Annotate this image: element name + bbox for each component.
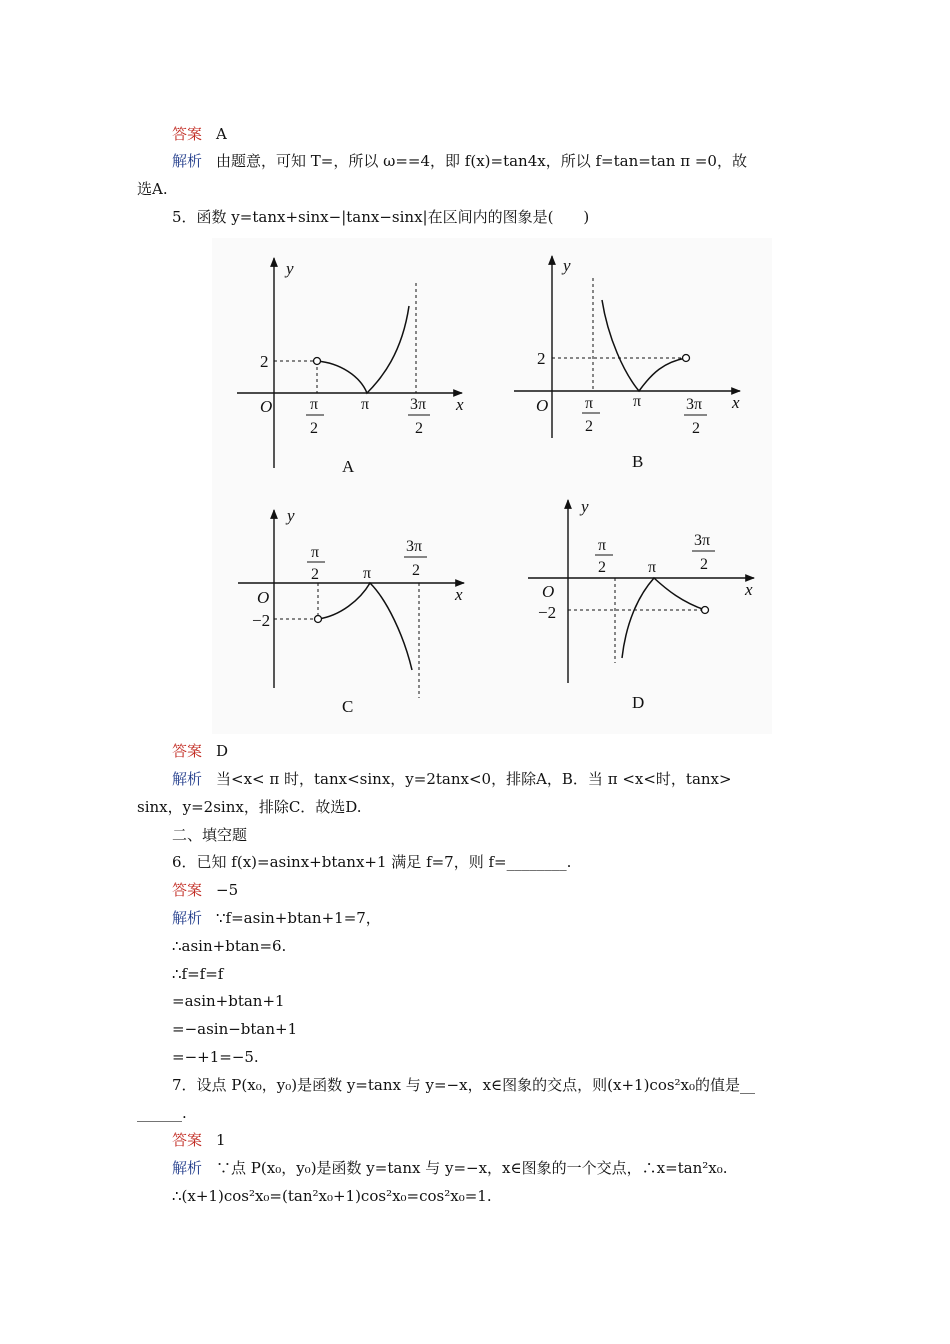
caption-c: C [342,697,354,716]
section-heading [172,825,247,845]
analysis-label: 解析 [172,1159,203,1177]
answer-label: 答案 [172,881,203,899]
analysis-text: ∵点 P(x₀，y₀)是函数 y=tanx 与 y=−x，x∈图象的一个交点，∴x=tan²x₀. [216,1159,728,1177]
tick-3pi-half-numerator: 3π [410,396,427,413]
tick-3pi-half-denominator: 2 [700,556,708,573]
tick-pi-half-numerator: π [311,544,320,561]
analysis-label: 解析 [172,909,203,927]
answer-label: 答案 [172,742,203,760]
tick-3pi-half-denominator: 2 [415,420,423,437]
value-label: −2 [538,603,557,622]
curve [317,306,409,393]
tick-pi: π [363,565,372,582]
graph-b [514,256,740,471]
answer-value: A [216,125,227,143]
question-text: ______. [137,1104,187,1122]
analysis-text: 由题意，可知 T=，所以 ω==4，即 f(x)=tan4x，所以 f=tan=tan π =0，故 [216,152,747,170]
tick-pi: π [633,393,642,410]
analysis-line-1-cont [137,179,168,199]
tick-pi-half-denominator: 2 [598,559,606,576]
derivation-text: =asin+btan+1 [172,992,285,1010]
analysis-line-2-cont [137,797,362,817]
derivation-line [172,964,223,984]
tick-3pi-half-numerator: 3π [686,396,703,413]
open-point [315,616,322,623]
curve [318,583,412,670]
origin-label: O [257,588,270,607]
origin-label: O [542,582,555,601]
x-axis-label: x [745,580,753,599]
answer-label: 答案 [172,1131,203,1149]
caption-b: B [632,452,644,471]
answer-line-4 [172,1130,226,1150]
x-axis-label: x [732,393,740,412]
tick-3pi-half-denominator: 2 [412,562,420,579]
tick-pi-half-denominator: 2 [585,418,593,435]
tick-pi-half-numerator: π [598,537,607,554]
answer-value: D [216,742,229,760]
graph-d [528,497,754,712]
section-heading-text: 二、填空题 [172,826,248,844]
question-5 [172,207,589,227]
answer-line-3 [172,880,238,900]
origin-label: O [536,396,549,415]
tick-pi-half-denominator: 2 [310,420,318,437]
analysis-line-2 [172,769,732,789]
graphs-svg [212,238,772,734]
tick-3pi-half-numerator: 3π [694,532,711,549]
analysis-text: ∵f=asin+btan+1=7， [216,909,381,927]
question-text: 5．函数 y=tanx+sinx−|tanx−sinx|在区间内的图象是( ) [172,208,590,226]
graph-a [237,258,464,476]
answer-label: 答案 [172,125,203,143]
answer-value: 1 [216,1131,226,1149]
tick-pi-half-numerator: π [310,396,319,413]
derivation-text: ∴(x+1)cos²x₀=(tan²x₀+1)cos²x₀=cos²x₀=1. [172,1187,492,1205]
tick-pi-half-denominator: 2 [311,566,319,583]
derivation-line [172,1186,492,1206]
y-axis-label: y [287,506,295,525]
x-axis-label: x [455,585,463,604]
curve [622,578,705,658]
answer-value: −5 [216,881,239,899]
answer-line-1 [172,124,227,144]
analysis-text: 选A. [137,180,168,198]
derivation-text: =−+1=−5. [172,1048,259,1066]
tick-pi: π [361,396,370,413]
open-point [683,355,690,362]
function-graphs-figure [212,238,772,734]
derivation-text: ∴f=f=f [172,965,224,983]
x-axis-label: x [456,395,464,414]
question-7 [172,1075,755,1095]
curve [602,300,686,391]
answer-line-2 [172,741,228,761]
y-axis-label: y [581,497,589,516]
derivation-line [172,991,285,1011]
analysis-text: sinx，y=2sinx，排除C．故选D. [137,798,362,816]
graph-c [238,506,464,716]
derivation-line [172,936,286,956]
analysis-text: 当<x< π 时，tanx<sinx，y=2tanx<0，排除A，B．当 π <x<时，tanx> [216,770,732,788]
open-point [314,358,321,365]
derivation-text: ∴asin+btan=6. [172,937,287,955]
derivation-line [172,1019,297,1039]
question-text: 7．设点 P(x₀，y₀)是函数 y=tanx 与 y=−x，x∈图象的交点，则(x+1)cos²x₀的值是__ [172,1076,756,1094]
derivation-line [172,1047,259,1067]
analysis-line-3 [172,908,381,928]
question-text: 6．已知 f(x)=asinx+btanx+1 满足 f=7，则 f=________. [172,853,572,871]
analysis-line-4 [172,1158,728,1178]
analysis-label: 解析 [172,770,203,788]
open-point [702,607,709,614]
value-label: 2 [260,352,269,371]
question-7-cont [137,1103,187,1123]
origin-label: O [260,397,273,416]
analysis-label: 解析 [172,152,203,170]
tick-pi: π [648,559,657,576]
y-axis-label: y [286,259,294,278]
caption-d: D [632,693,645,712]
derivation-text: =−asin−btan+1 [172,1020,298,1038]
question-6 [172,852,571,872]
y-axis-label: y [563,256,571,275]
analysis-line-1 [172,151,747,171]
value-label: 2 [537,349,546,368]
tick-3pi-half-numerator: 3π [406,538,423,555]
tick-3pi-half-denominator: 2 [692,420,700,437]
caption-a: A [342,457,355,476]
value-label: −2 [252,611,271,630]
tick-pi-half-numerator: π [585,395,594,412]
